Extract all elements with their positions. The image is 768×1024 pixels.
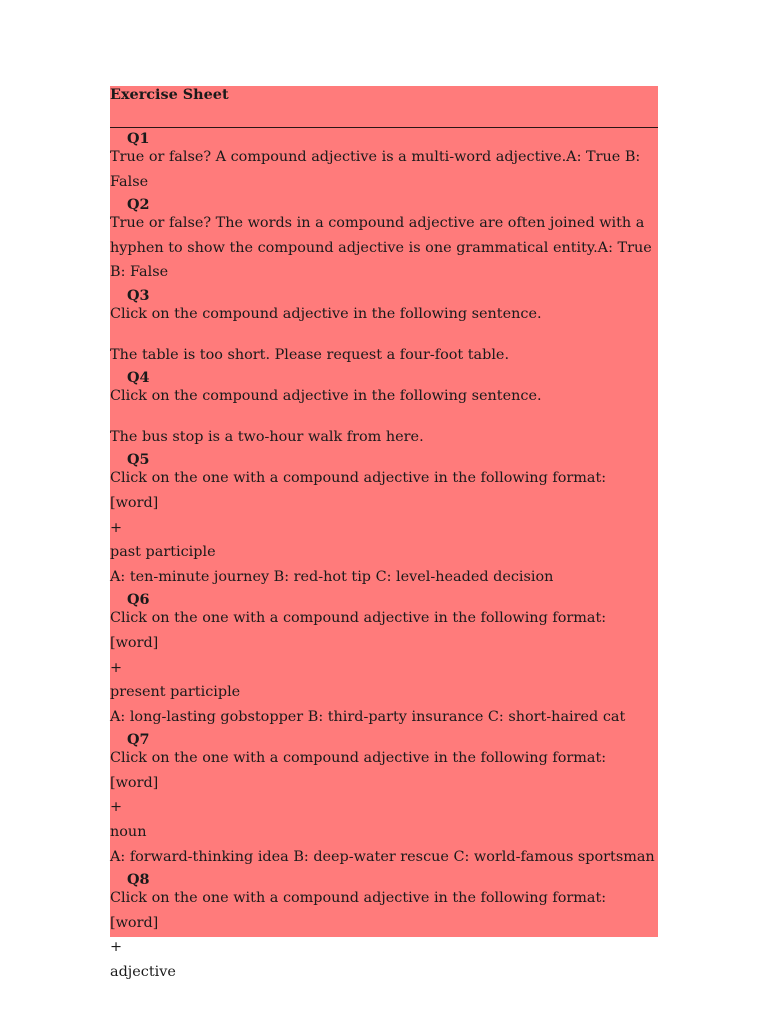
question-1 (110, 132, 658, 194)
question-8 (110, 873, 658, 984)
question-text: Click on the one with a compound adjective in the following format: (110, 890, 607, 907)
answer-options[interactable]: A: ten-minute journey B: red-hot tip C: level-headed decision (110, 568, 554, 585)
format-word: [word] (110, 494, 159, 511)
question-number: Q1 (127, 130, 150, 147)
format-part: adjective (110, 964, 176, 981)
answer-options[interactable]: A: long-lasting gobstopper B: third-party insurance C: short-haired cat (110, 708, 626, 725)
format-plus: + (110, 519, 123, 536)
question-7 (110, 733, 658, 869)
question-sentence[interactable]: The bus stop is a two-hour walk from here. (110, 428, 424, 445)
question-text: Click on the compound adjective in the following sentence. (110, 388, 542, 405)
format-plus: + (110, 799, 123, 816)
question-number: Q5 (127, 451, 150, 469)
format-word: [word] (110, 914, 159, 931)
question-2 (110, 198, 658, 285)
question-number: Q8 (127, 871, 150, 889)
question-4 (110, 371, 658, 449)
question-text: Click on the compound adjective in the following sentence. (110, 305, 542, 322)
format-part: past participle (110, 544, 216, 561)
format-part: noun (110, 824, 147, 841)
question-text: Click on the one with a compound adjective in the following format: (110, 610, 607, 627)
question-number: Q6 (127, 591, 150, 609)
question-text: Click on the one with a compound adjective in the following format: (110, 470, 607, 487)
question-number: Q3 (127, 286, 150, 304)
question-sentence[interactable]: The table is too short. Please request a four-foot table. (110, 346, 510, 363)
question-text: Click on the one with a compound adjective in the following format: (110, 750, 607, 767)
answer-options[interactable]: A: forward-thinking idea B: deep-water rescue C: world-famous sportsman (110, 848, 655, 865)
format-part: present participle (110, 684, 241, 701)
question-number: Q2 (127, 196, 150, 214)
question-number: Q4 (127, 369, 150, 387)
question-number: Q7 (127, 731, 150, 749)
question-text: True or false? The words in a compound adjective are often joined with a hyphen to show the compound adjective is one grammatical entity.A: True B: False (110, 215, 652, 281)
format-plus: + (110, 659, 123, 676)
question-5 (110, 453, 658, 589)
format-plus: + (110, 939, 123, 956)
format-word: [word] (110, 774, 159, 791)
format-word: [word] (110, 634, 159, 651)
question-6 (110, 593, 658, 729)
exercise-sheet (110, 86, 658, 981)
question-3 (110, 286, 658, 367)
page-title: Exercise Sheet (110, 86, 658, 128)
question-text: True or false? A compound adjective is a multi-word adjective.A: True B: False (110, 149, 641, 190)
